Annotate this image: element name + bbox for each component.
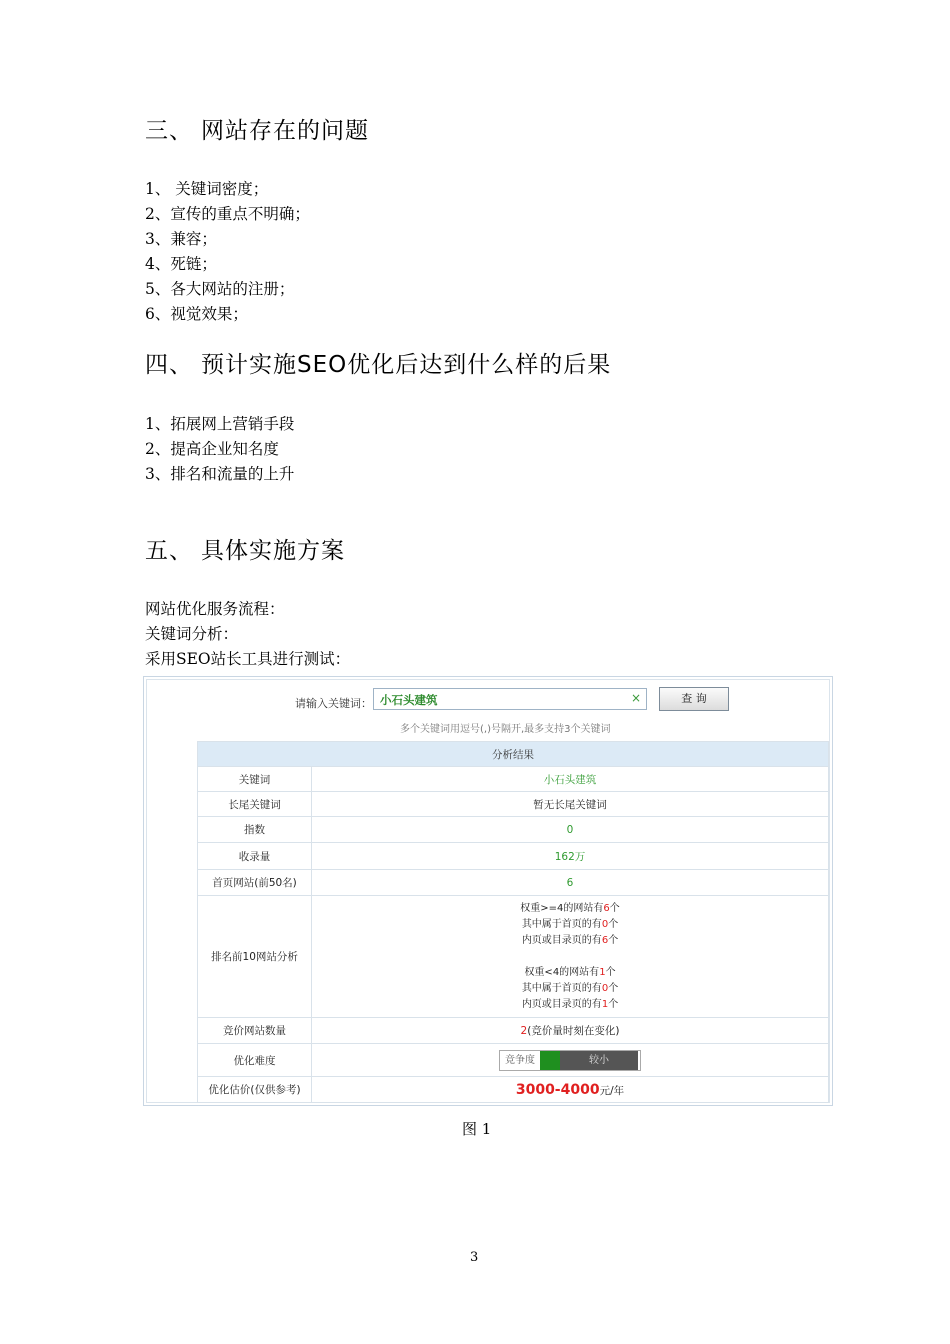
analysis-count: 6 bbox=[603, 902, 610, 914]
price-value: 3000-4000 bbox=[515, 1081, 600, 1098]
analysis-text: 内页或目录页的有 bbox=[521, 934, 602, 946]
difficulty-bar bbox=[540, 1051, 560, 1070]
row-value: 0 bbox=[312, 817, 829, 843]
row-label: 长尾关键词 bbox=[198, 792, 312, 817]
row-value bbox=[312, 1018, 829, 1044]
difficulty-label: 竞争度 bbox=[505, 1054, 535, 1066]
row-label: 关键词 bbox=[198, 767, 312, 792]
row-value: 暂无长尾关键词 bbox=[312, 792, 829, 817]
analysis-line bbox=[312, 965, 828, 981]
analysis-line bbox=[312, 901, 828, 917]
section-heading-5 bbox=[145, 532, 345, 565]
section-number: 五、 bbox=[145, 538, 193, 564]
analysis-line bbox=[312, 997, 828, 1013]
keyword-input-value: 小石头建筑 bbox=[380, 693, 438, 707]
plan-line: 网站优化服务流程： bbox=[145, 600, 285, 618]
result-table bbox=[197, 741, 829, 1103]
section-title: 网站存在的问题 bbox=[201, 118, 369, 144]
row-label: 排名前10网站分析 bbox=[198, 896, 312, 1018]
price-unit: 元/年 bbox=[599, 1084, 625, 1097]
analysis-text: 内页或目录页的有 bbox=[521, 998, 602, 1010]
list-item: 2、宣传的重点不明确； bbox=[145, 205, 310, 223]
row-label: 指数 bbox=[198, 817, 312, 843]
analysis-count: 1 bbox=[599, 966, 606, 978]
row-label: 竞价网站数量 bbox=[198, 1018, 312, 1044]
query-button[interactable]: 查 询 bbox=[659, 687, 729, 711]
row-label: 首页网站(前50名) bbox=[198, 870, 312, 896]
row-value-analysis bbox=[312, 896, 829, 1018]
analysis-unit: 个 bbox=[609, 902, 620, 914]
difficulty-level: 较小 bbox=[560, 1051, 638, 1070]
analysis-line bbox=[312, 933, 828, 949]
list-item: 3、排名和流量的上升 bbox=[145, 465, 295, 483]
row-label: 收录量 bbox=[198, 843, 312, 870]
analysis-text: 其中属于首页的有 bbox=[521, 982, 602, 994]
query-label: 请输入关键词： bbox=[295, 697, 372, 710]
table-row bbox=[198, 817, 829, 843]
section-title: 具体实施方案 bbox=[201, 538, 345, 564]
bidding-count: 2 bbox=[520, 1025, 528, 1037]
analysis-line bbox=[312, 981, 828, 997]
table-row bbox=[198, 896, 829, 1018]
row-label: 优化估价(仅供参考) bbox=[198, 1077, 312, 1103]
difficulty-meter bbox=[499, 1050, 641, 1071]
row-value: 小石头建筑 bbox=[312, 767, 829, 792]
clear-icon[interactable]: × bbox=[630, 691, 641, 705]
table-row bbox=[198, 767, 829, 792]
section-number: 三、 bbox=[145, 118, 193, 144]
section-number: 四、 bbox=[145, 352, 193, 378]
analysis-line bbox=[312, 917, 828, 933]
analysis-count: 1 bbox=[601, 998, 609, 1010]
list-item: 6、视觉效果； bbox=[145, 305, 248, 323]
list-item: 1、 关键词密度； bbox=[145, 180, 269, 198]
page-number: 3 bbox=[470, 1250, 479, 1265]
seo-tool-screenshot bbox=[143, 676, 833, 1106]
analysis-text: 权重<4的网站有 bbox=[524, 966, 600, 978]
table-row bbox=[198, 843, 829, 870]
row-value bbox=[312, 1077, 829, 1103]
table-row bbox=[198, 792, 829, 817]
query-hint: 多个关键词用逗号(,)号隔开,最多支持3个关键词 bbox=[400, 724, 611, 735]
screenshot-frame bbox=[146, 679, 830, 1103]
list-item: 2、提高企业知名度 bbox=[145, 440, 279, 458]
table-header-row bbox=[198, 742, 829, 767]
figure-caption: 图 1 bbox=[462, 1120, 492, 1138]
table-row bbox=[198, 1018, 829, 1044]
analysis-count: 6 bbox=[601, 934, 609, 946]
keyword-input[interactable] bbox=[373, 688, 647, 710]
table-row bbox=[198, 1044, 829, 1077]
row-value bbox=[312, 1044, 829, 1077]
row-label: 优化难度 bbox=[198, 1044, 312, 1077]
list-item: 1、拓展网上营销手段 bbox=[145, 415, 295, 433]
section-heading-3 bbox=[145, 112, 369, 145]
section-title: 预计实施SEO优化后达到什么样的后果 bbox=[201, 352, 612, 378]
analysis-unit: 个 bbox=[608, 982, 619, 994]
analysis-text: 其中属于首页的有 bbox=[521, 918, 602, 930]
analysis-text: 权重>=4的网站有 bbox=[520, 902, 604, 914]
analysis-unit: 个 bbox=[605, 966, 616, 978]
table-row bbox=[198, 1077, 829, 1103]
table-row bbox=[198, 870, 829, 896]
section-heading-4 bbox=[145, 346, 611, 379]
list-item: 4、死链； bbox=[145, 255, 217, 273]
list-item: 5、各大网站的注册； bbox=[145, 280, 295, 298]
plan-line: 关键词分析： bbox=[145, 625, 239, 643]
row-value: 6 bbox=[312, 870, 829, 896]
plan-line: 采用SEO站长工具进行测试： bbox=[145, 650, 351, 668]
result-header: 分析结果 bbox=[198, 742, 829, 767]
bidding-note: (竞价量时刻在变化) bbox=[527, 1025, 620, 1037]
analysis-count: 0 bbox=[601, 982, 609, 994]
list-item: 3、兼容； bbox=[145, 230, 217, 248]
analysis-count: 0 bbox=[601, 918, 609, 930]
analysis-unit: 个 bbox=[608, 934, 619, 946]
analysis-unit: 个 bbox=[608, 998, 619, 1010]
row-value: 162万 bbox=[312, 843, 829, 870]
analysis-unit: 个 bbox=[608, 918, 619, 930]
